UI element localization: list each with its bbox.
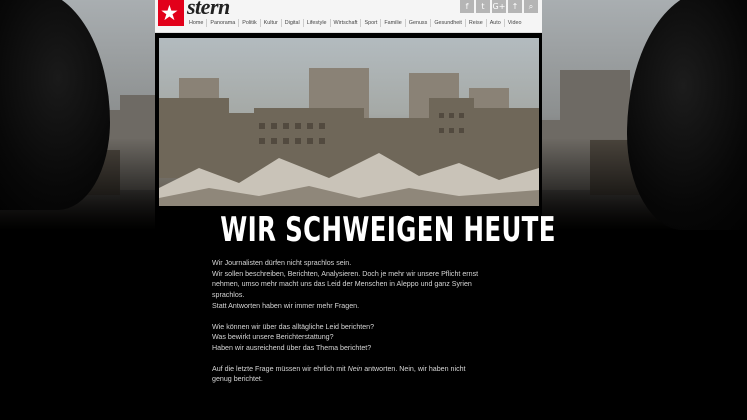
stern-wordmark[interactable]: stern [187,0,230,19]
article-body [212,258,492,395]
text-line: Wir Journalisten dürfen nicht sprachlos sein. [212,259,352,267]
text-line: genug berichtet. [212,375,263,384]
text-line: nehmen, umso mehr macht uns das Leid der Menschen in Aleppo und ganz Syrien [212,280,472,289]
nav-item-kultur[interactable]: Kultur [260,19,281,27]
text-line: Statt Antworten haben wir immer mehr Fragen. [212,301,360,310]
search-icon[interactable]: ⌕ [524,0,538,13]
text-line: Haben wir ausreichend über das Thema berichtet? [212,343,372,352]
hero-image [159,38,539,206]
paragraph-2 [212,322,492,354]
paragraph-3 [212,364,492,385]
nav-item-panorama[interactable]: Panorama [206,19,238,27]
twitter-icon[interactable]: t [476,0,490,13]
nav-item-auto[interactable]: Auto [486,19,504,27]
nav-item-wirtschaft[interactable]: Wirtschaft [330,19,361,27]
nav-item-familie[interactable]: Familie [380,19,404,27]
text-segment: Auf die letzte Frage müssen wir ehrlich mit [212,364,348,373]
nav-item-lifestyle[interactable]: Lifestyle [303,19,330,27]
text-line: sprachlos. [212,291,245,300]
headline-text: WIR SCHWEIGEN HEUTE [220,210,556,250]
main-navigation [186,19,525,27]
bookmark-icon[interactable]: ↑ [508,0,522,13]
star-icon: ★ [160,1,179,25]
nav-item-digital[interactable]: Digital [281,19,303,27]
nav-item-reise[interactable]: Reise [465,19,486,27]
facebook-icon[interactable]: f [460,0,474,13]
nav-item-genuss[interactable]: Genuss [405,19,431,27]
social-bar [460,0,538,13]
nav-item-home[interactable]: Home [189,20,204,26]
stern-website [155,0,556,420]
text-line: Wir sollen beschreiben, Berichten, Analysieren. Doch je mehr wir unsere Pflicht ernst [212,269,479,278]
nav-item-politik[interactable]: Politik [238,19,259,27]
stern-logo[interactable] [158,0,184,26]
text-line: Wie können wir über das alltägliche Leid berichten? [212,322,375,331]
emphasis-text: Nein [347,364,363,373]
site-header [155,0,542,33]
google-plus-icon[interactable]: G+ [492,2,506,11]
paragraph-1 [212,258,492,312]
nav-item-gesundheit[interactable]: Gesundheit [430,19,465,27]
text-segment: antworten. Nein, wir haben nicht [362,364,466,373]
aleppo-ruins-photo [159,38,539,206]
nav-item-sport[interactable]: Sport [360,19,380,27]
nav-item-video[interactable]: Video [504,19,525,27]
text-line [212,364,492,375]
article-headline [155,210,556,250]
text-line: Was bewirkt unsere Berichterstattung? [212,333,334,342]
